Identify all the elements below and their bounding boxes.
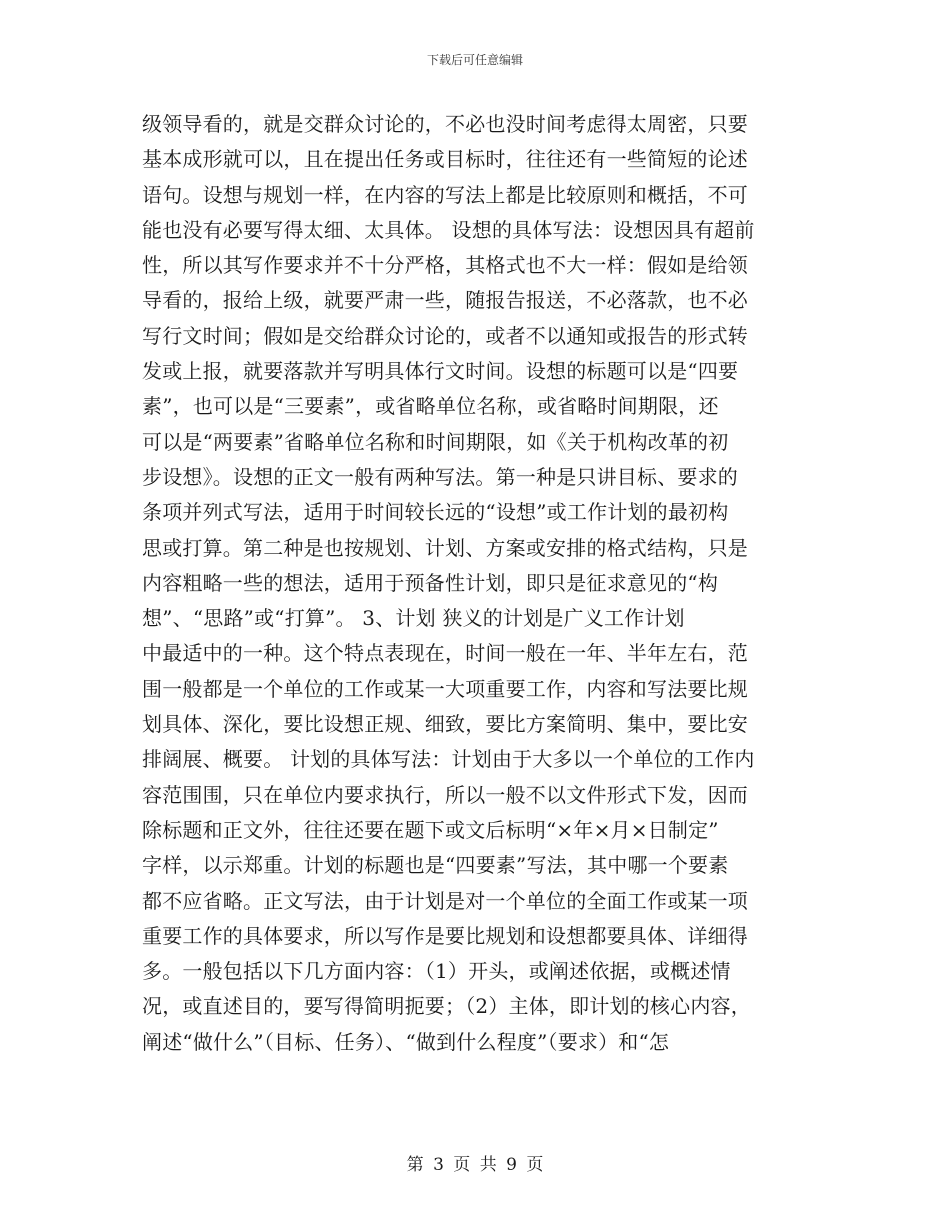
- text-line: 字样，以示郑重。计划的标题也是“四要素”写法，其中哪一个要素: [142, 853, 729, 878]
- text-line: 排阔展、概要。 计划的具体写法：计划由于大多以一个单位的工作内: [142, 747, 755, 772]
- text-line: 围一般都是一个单位的工作或某一大项重要工作，内容和写法要比规: [142, 676, 748, 701]
- text-line: 可以是“两要素”省略单位名称和时间期限，如《关于机构改革的初: [142, 429, 729, 454]
- text-line: 导看的，报给上级，就要严肃一些，随报告报送，不必落款，也不必: [142, 288, 748, 313]
- text-line: 素”，也可以是“三要素”，或省略单位名称，或省略时间期限，还: [142, 394, 719, 419]
- text-line: 能也没有必要写得太细、太具体。 设想的具体写法：设想因具有超前: [142, 217, 755, 242]
- text-line: 思或打算。第二种是也按规划、计划、方案或安排的格式结构，只是: [142, 535, 748, 560]
- text-line: 多。一般包括以下几方面内容：（1）开头，或阐述依据，或概述情: [142, 959, 731, 984]
- text-line: 重要工作的具体要求，所以写作是要比规划和设想都要具体、详细得: [142, 923, 748, 948]
- text-line: 级领导看的，就是交群众讨论的，不必也没时间考虑得太周密，只要: [142, 112, 748, 136]
- text-line: 容范围围，只在单位内要求执行，所以一般不以文件形式下发，因而: [142, 782, 748, 807]
- page-header: 下载后可任意编辑: [426, 53, 523, 67]
- text-line: 写行文时间；假如是交给群众讨论的，或者不以通知或报告的形式转: [142, 323, 748, 348]
- text-line: 步设想》。设想的正文一般有两种写法。第一种是只讲目标、要求的: [142, 464, 738, 489]
- text-line: 想”、“思路”或“打算”。 3、计划 狭义的计划是广义工作计划: [142, 606, 685, 631]
- body-text: [142, 107, 802, 1060]
- text-line: 基本成形就可以，且在提出任务或目标时，往往还有一些简短的论述: [142, 147, 748, 172]
- page-number: 第 3 页 共 9 页: [406, 1155, 544, 1175]
- text-line: 中最适中的一种。这个特点表现在，时间一般在一年、半年左右，范: [142, 641, 748, 666]
- text-line: 性，所以其写作要求并不十分严格，其格式也不大一样：假如是给领: [142, 253, 748, 278]
- text-line: 除标题和正文外，往往还要在题下或文后标明“×年×月×日制定”: [142, 817, 719, 842]
- text-line: 发或上报，就要落款并写明具体行文时间。设想的标题可以是“四要: [142, 359, 739, 384]
- text-line: 都不应省略。正文写法，由于计划是对一个单位的全面工作或某一项: [142, 888, 748, 913]
- text-line: 况，或直述目的，要写得简明扼要；（2）主体，即计划的核心内容，: [142, 994, 751, 1019]
- text-line: 条项并列式写法，适用于时间较长远的“设想”或工作计划的最初构: [142, 500, 729, 525]
- text-line: 阐述“做什么”（目标、任务）、“做到什么程度”（要求）和“怎: [142, 1029, 670, 1054]
- text-line: 划具体、深化，要比设想正规、细致，要比方案简明、集中，要比安: [142, 712, 748, 737]
- text-line: 内容粗略一些的想法，适用于预备性计划，即只是征求意见的“构: [142, 570, 719, 595]
- text-line: 语句。设想与规划一样，在内容的写法上都是比较原则和概括，不可: [142, 182, 748, 207]
